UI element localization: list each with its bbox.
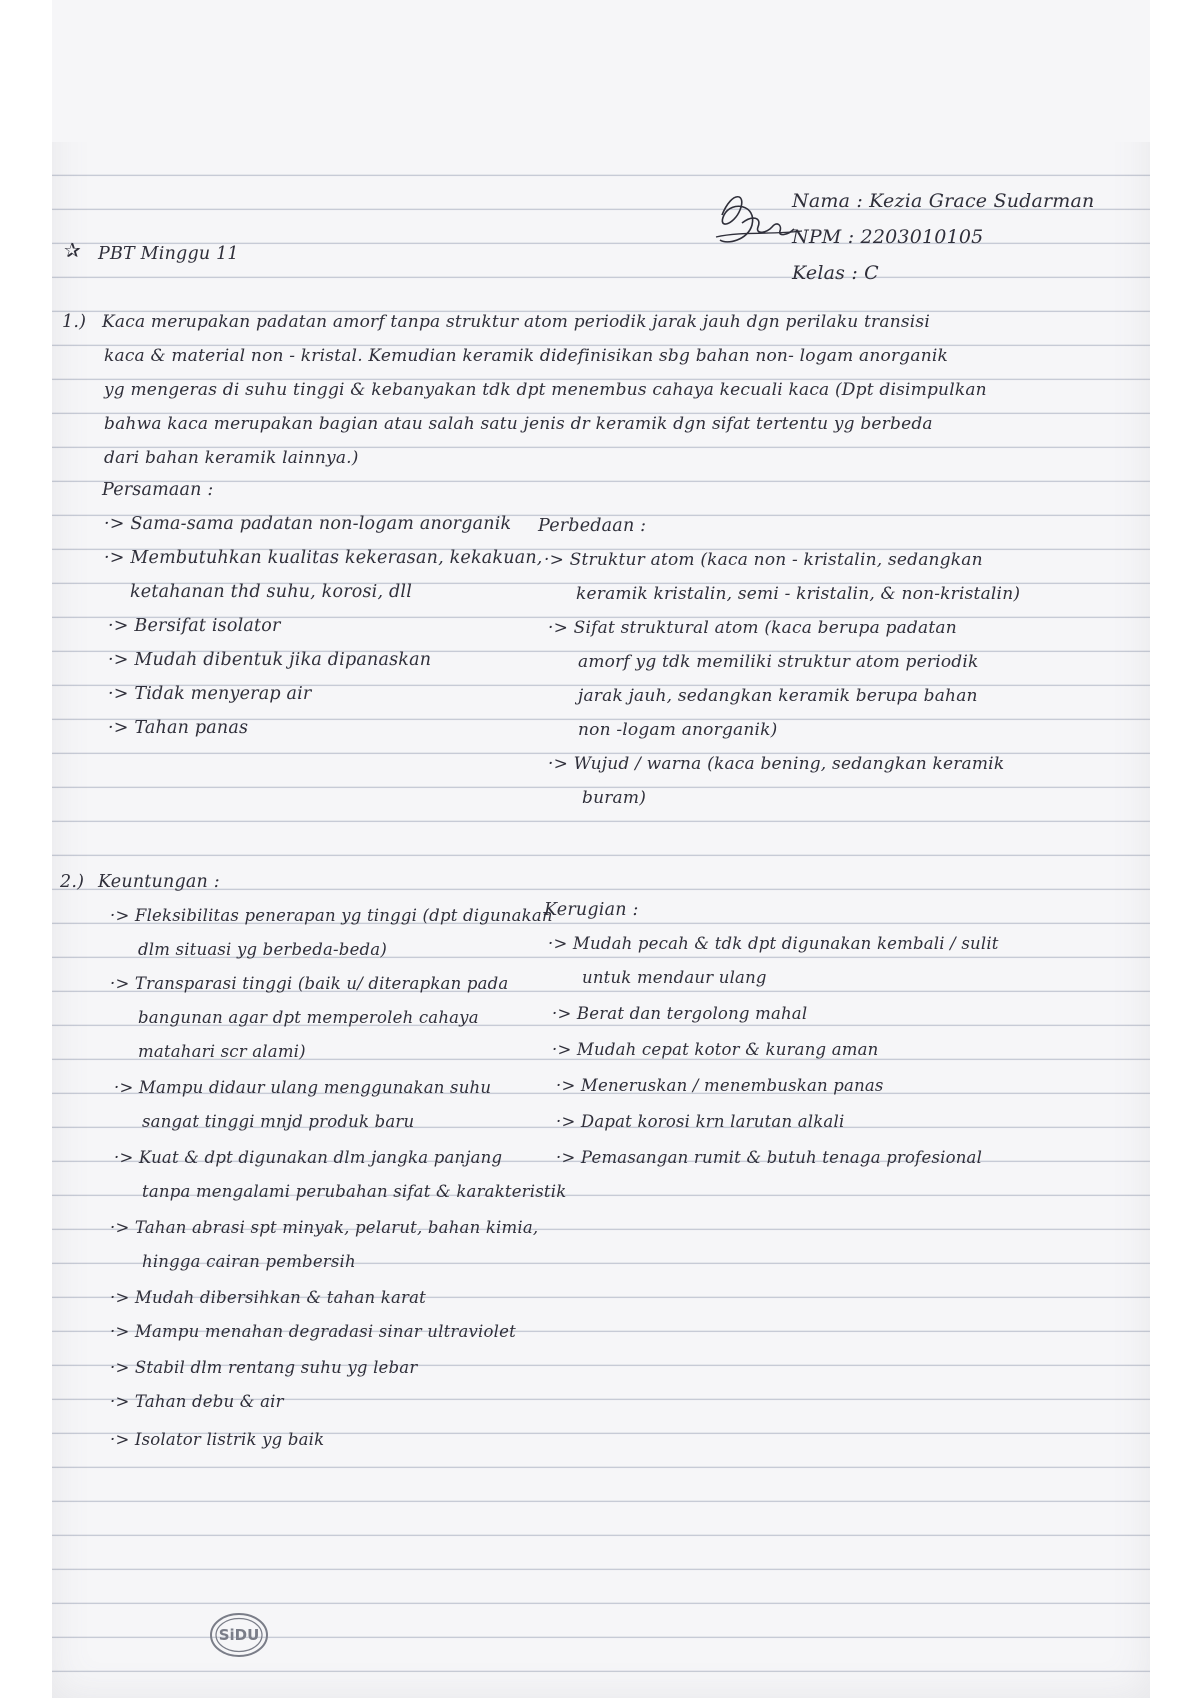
question-number-2: 2.) [60,872,85,892]
page-top-margin [52,0,1150,142]
student-name: Nama : Kezia Grace Sudarman [792,190,1095,212]
q1-paragraph-line: kaca & material non - kristal. Kemudian keramik didefinisikan sbg bahan non- logam anorganik [104,346,948,366]
keuntungan-item: ·> Stabil dlm rentang suhu yg lebar [110,1358,418,1377]
q1-paragraph-line: Kaca merupakan padatan amorf tanpa struktur atom periodik jarak jauh dgn perilaku transisi [102,312,930,332]
q1-paragraph-line: dari bahan keramik lainnya.) [104,448,359,468]
keuntungan-item: ·> Tahan debu & air [110,1392,284,1411]
q1-paragraph-line: yg mengeras di suhu tinggi & kebanyakan tdk dpt menembus cahaya kecuali kaca (Dpt disimpulkan [104,380,987,400]
star-icon: ✰ [64,238,81,262]
logo-text: SiDU [218,1626,260,1644]
perbedaan-item: jarak jauh, sedangkan keramik berupa bahan [578,686,978,706]
kerugian-item: ·> Dapat korosi krn larutan alkali [556,1112,845,1131]
kerugian-item: ·> Mudah cepat kotor & kurang aman [552,1040,879,1059]
persamaan-item: ·> Bersifat isolator [108,616,281,636]
student-class: Kelas : C [792,262,879,284]
persamaan-item: ·> Mudah dibentuk jika dipanaskan [108,650,432,670]
persamaan-heading: Persamaan : [102,480,214,500]
question-number-1: 1.) [62,312,87,332]
notebook-page [52,0,1150,1698]
q1-paragraph-line: bahwa kaca merupakan bagian atau salah satu jenis dr keramik dgn sifat tertentu yg berbeda [104,414,933,434]
persamaan-item: ·> Tahan panas [108,718,249,738]
keuntungan-heading: Keuntungan : [98,872,220,892]
keuntungan-item: ·> Mudah dibersihkan & tahan karat [110,1288,426,1307]
keuntungan-item: ·> Transparasi tinggi (baik u/ diterapkan pada [110,974,509,993]
kerugian-item: ·> Meneruskan / menembuskan panas [556,1076,884,1095]
keuntungan-item: matahari scr alami) [138,1042,306,1061]
persamaan-item: ketahanan thd suhu, korosi, dll [130,582,412,602]
keuntungan-item: bangunan agar dpt memperoleh cahaya [138,1008,479,1027]
perbedaan-item: ·> Wujud / warna (kaca bening, sedangkan keramik [548,754,1005,774]
persamaan-item: ·> Tidak menyerap air [108,684,312,704]
keuntungan-item: tanpa mengalami perubahan sifat & karakteristik [142,1182,567,1201]
perbedaan-item: buram) [582,788,647,808]
kerugian-item: untuk mendaur ulang [582,968,767,987]
keuntungan-item: ·> Fleksibilitas penerapan yg tinggi (dpt digunakan [110,906,553,925]
perbedaan-item: non -logam anorganik) [578,720,778,740]
kerugian-heading: Kerugian : [544,900,639,920]
perbedaan-item: keramik kristalin, semi - kristalin, & non-kristalin) [576,584,1021,604]
perbedaan-heading: Perbedaan : [538,516,647,536]
perbedaan-item: ·> Struktur atom (kaca non - kristalin, sedangkan [544,550,983,570]
keuntungan-item: ·> Mampu didaur ulang menggunakan suhu [114,1078,492,1097]
kerugian-item: ·> Mudah pecah & tdk dpt digunakan kembali / sulit [548,934,999,953]
kerugian-item: ·> Berat dan tergolong mahal [552,1004,808,1023]
persamaan-item: ·> Membutuhkan kualitas kekerasan, kekakuan, [104,548,543,568]
keuntungan-item: hingga cairan pembersih [142,1252,356,1271]
keuntungan-item: ·> Tahan abrasi spt minyak, pelarut, bahan kimia, [110,1218,539,1237]
persamaan-item: ·> Sama-sama padatan non-logam anorganik [104,514,512,534]
sidu-logo-icon [208,1610,270,1660]
student-npm: NPM : 2203010105 [792,226,984,248]
page-title: PBT Minggu 11 [98,244,239,264]
perbedaan-item: amorf yg tdk memiliki struktur atom periodik [578,652,979,672]
keuntungan-item: sangat tinggi mnjd produk baru [142,1112,415,1131]
keuntungan-item: ·> Kuat & dpt digunakan dlm jangka panjang [114,1148,503,1167]
keuntungan-item: ·> Isolator listrik yg baik [110,1430,325,1449]
perbedaan-item: ·> Sifat struktural atom (kaca berupa padatan [548,618,957,638]
kerugian-item: ·> Pemasangan rumit & butuh tenaga profesional [556,1148,983,1167]
keuntungan-item: dlm situasi yg berbeda-beda) [138,940,387,959]
keuntungan-item: ·> Mampu menahan degradasi sinar ultraviolet [110,1322,516,1341]
